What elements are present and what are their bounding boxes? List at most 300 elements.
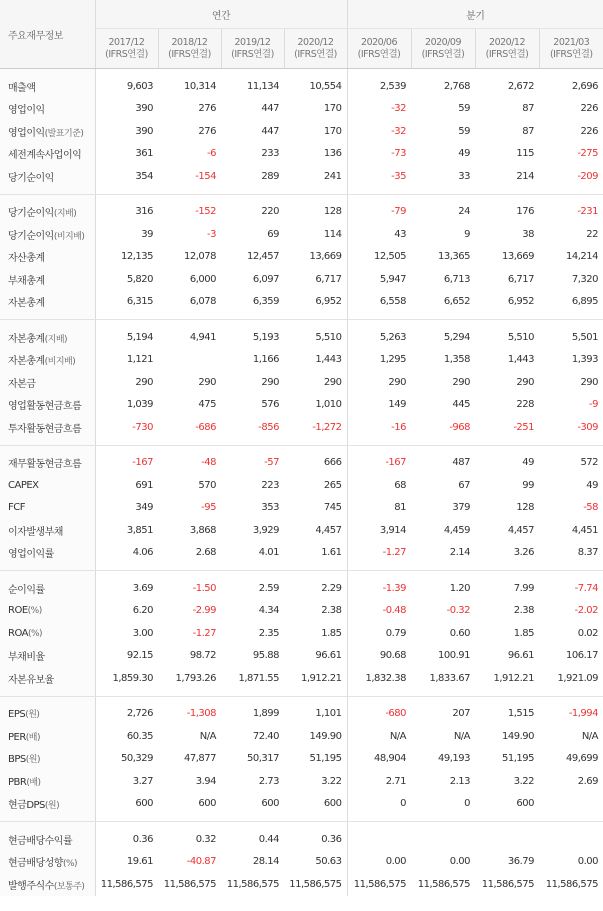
value-cell: -9 (589, 399, 599, 411)
value-cell: 0 (464, 798, 471, 810)
row-label: 영업이익 (0, 98, 95, 121)
value-cell: 0.79 (347, 622, 411, 645)
value-cell: 5,510 (315, 331, 342, 343)
value-cell (539, 828, 603, 851)
value-cell: 9 (464, 228, 471, 240)
table-row (0, 120, 603, 143)
value-cell: 0.32 (195, 833, 216, 845)
value-cell: 3.00 (95, 622, 158, 645)
value-cell: 349 (95, 497, 158, 520)
value-cell: 19.61 (95, 851, 158, 874)
value-cell: 149.90 (309, 730, 342, 742)
value-cell: -48 (201, 457, 216, 469)
period-date: 2019/12 (234, 36, 271, 48)
value-cell: 14,214 (566, 251, 599, 263)
value-cell: 6,359 (252, 296, 279, 308)
value-cell: -231 (577, 206, 599, 218)
value-cell: 2.29 (321, 582, 342, 594)
value-cell: -680 (347, 703, 411, 726)
value-cell: 2,726 (95, 703, 158, 726)
value-cell: 7.99 (513, 582, 535, 594)
value-cell: 6,952 (315, 296, 342, 308)
value-cell: -32 (347, 98, 411, 121)
value-cell: 149 (347, 394, 411, 417)
table-row (0, 645, 603, 668)
value-cell: 2,539 (347, 75, 411, 98)
value-cell: 361 (95, 143, 158, 166)
value-cell: 69 (267, 228, 279, 240)
value-cell: -275 (577, 148, 599, 160)
value-cell: 2.68 (195, 547, 216, 559)
value-cell: 96.61 (315, 650, 342, 662)
period-basis: (IFRS연결) (294, 48, 337, 60)
value-cell: 2.69 (577, 775, 599, 787)
value-cell: -73 (347, 143, 411, 166)
value-cell: 149.90 (502, 730, 535, 742)
row-label: 현금배당수익률 (0, 828, 95, 851)
row-label: FCF (0, 497, 95, 520)
row-label: 투자활동현금흐름 (0, 416, 95, 439)
value-cell: -79 (347, 201, 411, 224)
value-cell: 4,451 (571, 524, 599, 536)
table-row (0, 416, 603, 439)
row-label-unit: (보통주) (53, 881, 85, 892)
value-cell: 59 (458, 125, 471, 137)
value-cell: 4.01 (258, 547, 279, 559)
value-cell: 745 (323, 502, 342, 514)
period-date: 2020/06 (361, 36, 397, 48)
value-cell: 2.38 (513, 605, 535, 617)
value-cell: 12,505 (347, 246, 411, 269)
value-cell: 7,320 (571, 273, 599, 285)
value-cell: 0.02 (577, 627, 599, 639)
row-label: 세전계속사업이익 (0, 143, 95, 166)
value-cell: 5,263 (347, 326, 411, 349)
row-label: ROA(%) (0, 622, 95, 645)
value-cell: 6,558 (347, 291, 411, 314)
value-cell (539, 793, 603, 816)
value-cell: 265 (323, 479, 342, 491)
value-cell: 5,501 (571, 331, 599, 343)
row-label: 영업이익(발표기준) (0, 120, 95, 143)
period-date: 2020/12 (297, 36, 334, 48)
table-row (0, 201, 603, 224)
value-cell: 447 (261, 103, 279, 115)
value-cell: 6,952 (507, 296, 535, 308)
value-cell: 11,586,575 (545, 878, 599, 890)
value-cell: 39 (95, 223, 158, 246)
value-cell: 600 (323, 798, 342, 810)
value-cell: -856 (258, 421, 279, 433)
row-label-unit: (%) (27, 606, 42, 617)
value-cell: -7.74 (574, 582, 599, 594)
value-cell: 3,851 (95, 519, 158, 542)
value-cell: -6 (207, 148, 216, 160)
value-cell: 98.72 (189, 650, 216, 662)
value-cell: -2.99 (192, 605, 216, 617)
value-cell: 600 (198, 798, 216, 810)
period-basis: (IFRS연결) (357, 48, 401, 60)
value-cell: 170 (323, 103, 342, 115)
value-cell: 3.22 (321, 775, 342, 787)
value-cell: N/A (347, 725, 411, 748)
row-label: 영업활동현금흐름 (0, 394, 95, 417)
value-cell: 59 (458, 103, 471, 115)
value-cell: 2,672 (507, 80, 535, 92)
value-cell: 475 (198, 399, 216, 411)
value-cell: 2.13 (449, 775, 471, 787)
value-cell: 50,329 (95, 748, 158, 771)
value-cell: 87 (522, 103, 535, 115)
value-cell: 691 (95, 474, 158, 497)
value-cell: 176 (516, 206, 535, 218)
table-row (0, 725, 603, 748)
value-cell: 2,768 (443, 80, 471, 92)
row-label-unit: (%) (27, 628, 43, 639)
value-cell: 0.00 (449, 856, 471, 868)
value-cell: 0.00 (577, 856, 599, 868)
value-cell: 290 (261, 376, 279, 388)
value-cell: -0.32 (446, 605, 471, 617)
value-cell: 290 (95, 371, 158, 394)
row-label: BPS(원) (0, 748, 95, 771)
value-cell: 68 (347, 474, 411, 497)
row-label: 자본금 (0, 371, 95, 394)
value-cell: 276 (198, 103, 216, 115)
value-cell: -1,994 (568, 708, 599, 720)
value-cell: 12,078 (184, 251, 216, 263)
value-cell: 4,457 (315, 524, 342, 536)
value-cell: 1,832.38 (347, 667, 411, 690)
period-basis: (IFRS연결) (168, 48, 211, 60)
period-header (221, 29, 284, 69)
value-cell: 11,586,575 (163, 878, 216, 890)
table-row (0, 75, 603, 98)
value-cell: 1,912.21 (493, 672, 535, 684)
value-cell: 43 (347, 223, 411, 246)
value-cell: 12,457 (247, 251, 279, 263)
value-cell: 128 (323, 206, 342, 218)
value-cell: 33 (458, 170, 471, 182)
value-cell: 1,121 (95, 349, 158, 372)
table-row (0, 452, 603, 475)
value-cell: 0.36 (321, 833, 342, 845)
table-row (0, 246, 603, 269)
row-label: 현금DPS(원) (0, 793, 95, 816)
table-row (0, 600, 603, 623)
value-cell: 28.14 (252, 856, 279, 868)
value-cell: 3.94 (195, 775, 216, 787)
value-cell: 72.40 (252, 730, 279, 742)
value-cell: 1,443 (315, 354, 342, 366)
value-cell: -35 (347, 165, 411, 188)
value-cell: 36.79 (507, 856, 535, 868)
table-row (0, 873, 603, 896)
value-cell: 1,039 (95, 394, 158, 417)
table-row (0, 394, 603, 417)
row-label-unit: (원) (25, 755, 40, 766)
row-label: 당기순이익 (0, 165, 95, 188)
row-label: PER(배) (0, 725, 95, 748)
value-cell: 1,793.26 (175, 672, 216, 684)
table-row (0, 828, 603, 851)
value-cell: -686 (195, 421, 216, 433)
value-cell: 5,947 (347, 268, 411, 291)
value-cell: 276 (198, 125, 216, 137)
value-cell: 6,315 (95, 291, 158, 314)
value-cell: 289 (261, 170, 279, 182)
value-cell: -58 (583, 502, 599, 514)
value-cell: 600 (95, 793, 158, 816)
value-cell: -2.02 (574, 605, 599, 617)
value-cell: -968 (449, 421, 471, 433)
value-cell: -1.27 (192, 627, 216, 639)
value-cell: 228 (516, 399, 535, 411)
value-cell: 207 (452, 708, 471, 720)
value-cell: -57 (264, 457, 279, 469)
value-cell: 3.22 (513, 775, 535, 787)
table-row (0, 474, 603, 497)
value-cell: 2.38 (321, 605, 342, 617)
table-row (0, 622, 603, 645)
row-label: ROE(%) (0, 600, 95, 623)
value-cell: 10,314 (184, 80, 216, 92)
period-basis: (IFRS연결) (485, 48, 529, 60)
value-cell: 2.71 (347, 770, 411, 793)
value-cell: 2.73 (258, 775, 279, 787)
table-row (0, 770, 603, 793)
value-cell: 5,193 (252, 331, 279, 343)
value-cell: 47,877 (184, 753, 216, 765)
row-label-unit: (지배) (44, 334, 68, 345)
table-row (0, 98, 603, 121)
row-label: PBR(배) (0, 770, 95, 793)
value-cell: 0.44 (258, 833, 279, 845)
value-cell: 10,554 (309, 80, 342, 92)
value-cell: 22 (586, 228, 599, 240)
table-row (0, 497, 603, 520)
value-cell: 5,294 (443, 331, 471, 343)
value-cell: 128 (516, 502, 535, 514)
table-row (0, 748, 603, 771)
value-cell: 4.34 (258, 605, 279, 617)
value-cell: 290 (452, 376, 471, 388)
row-label-unit: (%) (62, 859, 78, 870)
value-cell: 96.61 (507, 650, 535, 662)
value-cell: 6,000 (189, 273, 216, 285)
value-cell: -167 (347, 452, 411, 475)
value-cell: 290 (323, 376, 342, 388)
row-label: 당기순이익(지배) (0, 201, 95, 224)
value-cell: 3.27 (95, 770, 158, 793)
value-cell: 49 (522, 457, 535, 469)
value-cell: 136 (323, 148, 342, 160)
period-date: 2017/12 (108, 36, 145, 48)
value-cell: 24 (458, 206, 471, 218)
value-cell: 50,317 (247, 753, 279, 765)
value-cell: 1,912.21 (300, 672, 342, 684)
value-cell: 290 (347, 371, 411, 394)
value-cell: 445 (452, 399, 471, 411)
value-cell: 11,134 (247, 80, 279, 92)
value-cell: 6,717 (507, 273, 535, 285)
value-cell: 67 (458, 479, 471, 491)
value-cell: 1,443 (507, 354, 535, 366)
value-cell: 3,914 (347, 519, 411, 542)
value-cell: 4,941 (189, 331, 216, 343)
row-label-unit: (지배) (53, 209, 77, 220)
value-cell: 87 (522, 125, 535, 137)
value-cell: 9,603 (95, 75, 158, 98)
period-header (411, 29, 475, 69)
value-cell: 2,696 (571, 80, 599, 92)
value-cell: 290 (198, 376, 216, 388)
table-row (0, 542, 603, 565)
table-row (0, 165, 603, 188)
value-cell: 100.91 (438, 650, 471, 662)
row-label: 자산총계 (0, 246, 95, 269)
value-cell: 92.15 (95, 645, 158, 668)
table-row (0, 326, 603, 349)
value-cell: 49 (586, 479, 599, 491)
value-cell: 354 (95, 165, 158, 188)
row-label-unit: (비지배) (44, 357, 76, 368)
value-cell: 115 (516, 148, 535, 160)
row-label: 영업이익률 (0, 542, 95, 565)
value-cell: 11,586,575 (95, 873, 158, 896)
value-cell: 11,586,575 (481, 878, 535, 890)
value-cell: 666 (323, 457, 342, 469)
value-cell: 114 (323, 228, 342, 240)
value-cell: 5,510 (507, 331, 535, 343)
value-cell: 8.37 (577, 547, 599, 559)
value-cell: 6,713 (443, 273, 471, 285)
value-cell: 60.35 (95, 725, 158, 748)
value-cell: 2.14 (449, 547, 471, 559)
period-date: 2020/12 (489, 36, 525, 48)
value-cell: 4,457 (507, 524, 535, 536)
row-label: EPS(원) (0, 703, 95, 726)
value-cell: 290 (580, 376, 599, 388)
value-cell: -3 (207, 228, 216, 240)
value-cell: 1,833.67 (429, 672, 471, 684)
value-cell: -251 (513, 421, 535, 433)
table-row (0, 703, 603, 726)
value-cell: -95 (201, 502, 216, 514)
value-cell: 1,166 (252, 354, 279, 366)
value-cell: -16 (347, 416, 411, 439)
value-cell: 4.06 (95, 542, 158, 565)
value-cell: 6,097 (252, 273, 279, 285)
table-row (0, 223, 603, 246)
value-cell: -154 (195, 170, 216, 182)
table-row (0, 371, 603, 394)
value-cell: 572 (580, 457, 599, 469)
value-cell: 316 (95, 201, 158, 224)
value-cell: 106.17 (566, 650, 599, 662)
row-label: 매출액 (0, 75, 95, 98)
table-row (0, 143, 603, 166)
value-cell: 81 (347, 497, 411, 520)
value-cell: 11,586,575 (347, 873, 411, 896)
value-cell (475, 828, 539, 851)
value-cell: 11,586,575 (226, 878, 279, 890)
row-label: 당기순이익(비지배) (0, 223, 95, 246)
period-header (158, 29, 221, 69)
value-cell: 90.68 (347, 645, 411, 668)
value-cell: 1,295 (347, 349, 411, 372)
value-cell: 3.26 (513, 547, 535, 559)
value-cell: 0 (347, 793, 411, 816)
value-cell: 1.61 (321, 547, 342, 559)
value-cell: 226 (580, 103, 599, 115)
value-cell: 11,586,575 (289, 878, 342, 890)
value-cell: -1,272 (312, 421, 342, 433)
value-cell: 1,859.30 (95, 667, 158, 690)
value-cell: 1,921.09 (557, 672, 599, 684)
value-cell: 1,358 (443, 354, 471, 366)
value-cell: 1.85 (321, 627, 342, 639)
value-cell: -1.39 (347, 577, 411, 600)
period-date: 2018/12 (171, 36, 208, 48)
row-label-unit: (원) (25, 710, 40, 721)
value-cell: 5,194 (95, 326, 158, 349)
value-cell: -1,308 (186, 708, 216, 720)
value-cell: 11,586,575 (417, 878, 471, 890)
table-row (0, 519, 603, 542)
value-cell: 49,699 (566, 753, 599, 765)
value-cell: 49 (458, 148, 471, 160)
value-cell: 3,868 (189, 524, 216, 536)
value-cell: -1.27 (347, 542, 411, 565)
table-row (0, 291, 603, 314)
period-header (347, 29, 411, 69)
value-cell: 226 (580, 125, 599, 137)
row-label-unit: (배) (26, 777, 41, 788)
value-cell: -0.48 (347, 600, 411, 623)
value-cell: 38 (522, 228, 535, 240)
value-cell: 353 (261, 502, 279, 514)
row-label: 부채비율 (0, 645, 95, 668)
value-cell: 170 (323, 125, 342, 137)
value-cell: 50.63 (315, 856, 342, 868)
value-cell: 48,904 (347, 748, 411, 771)
value-cell: -730 (95, 416, 158, 439)
value-cell: 3.69 (95, 577, 158, 600)
row-label: 자본총계(비지배) (0, 349, 95, 372)
value-cell (411, 828, 475, 851)
quarter-group-header: 분기 (347, 0, 603, 29)
table-row (0, 851, 603, 874)
value-cell: 1,010 (315, 399, 342, 411)
row-label-unit: (비지배) (53, 231, 85, 242)
value-cell: -32 (347, 120, 411, 143)
value-cell: -152 (195, 206, 216, 218)
value-cell: 390 (95, 120, 158, 143)
table-row (0, 268, 603, 291)
value-cell: 1,101 (315, 708, 342, 720)
row-label: 자본총계 (0, 291, 95, 314)
value-cell: 4,459 (443, 524, 471, 536)
value-cell: 13,669 (502, 251, 535, 263)
table-row (0, 349, 603, 372)
period-date: 2021/03 (553, 36, 590, 48)
value-cell: 51,195 (309, 753, 342, 765)
value-cell: 1.20 (449, 582, 471, 594)
value-cell: 6,717 (315, 273, 342, 285)
table-row (0, 667, 603, 690)
period-header (284, 29, 347, 69)
